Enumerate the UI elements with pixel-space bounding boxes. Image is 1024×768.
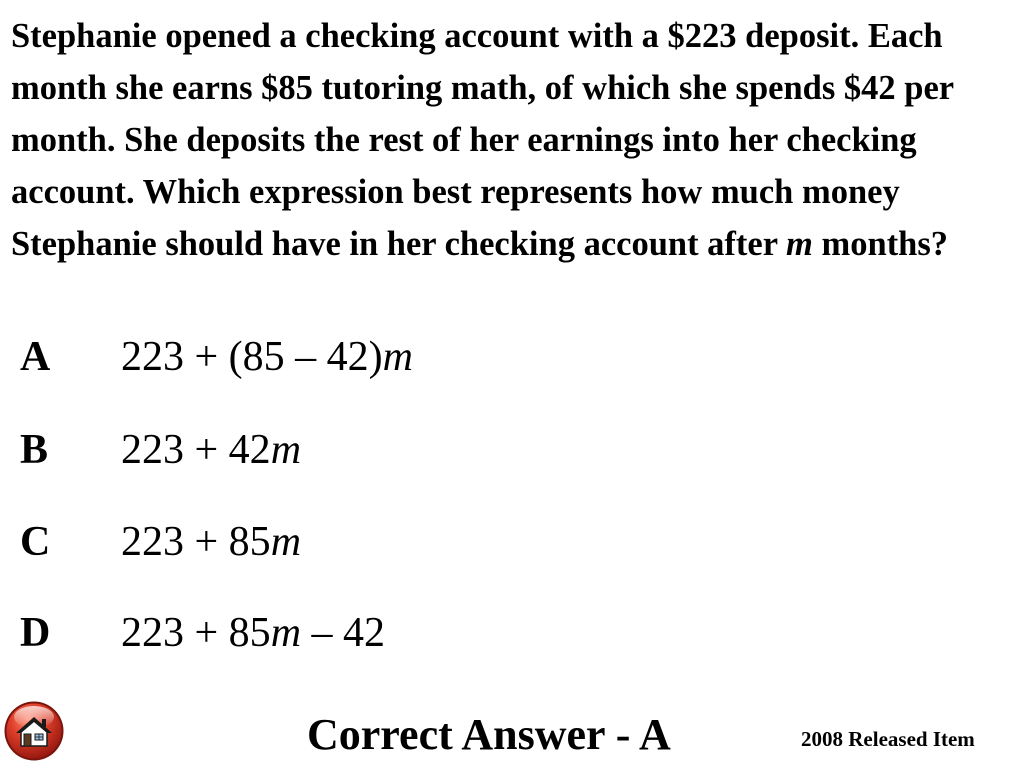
choice-expression: 223 + 42m [121,427,302,473]
choice-d[interactable] [0,603,700,663]
choice-expression: 223 + (85 – 42)m [121,334,414,380]
choice-letter: D [20,610,51,656]
choice-a[interactable] [0,327,700,387]
choice-letter: B [20,427,49,473]
choice-c[interactable] [0,512,700,572]
choice-b[interactable] [0,420,700,480]
choice-letter: A [20,334,51,380]
question-text [11,10,1016,270]
question-body: Stephanie opened a checking account with a $223 deposit. Each month she earns $85 tutoring math, of which she spends $42 per month. She deposits the rest of her earnings into her checking account. Which expression best represents how much money Stephanie should have in her checking account after [11,17,954,263]
home-icon [3,700,65,762]
choice-letter: C [20,519,51,565]
question-variable: m [786,225,813,263]
choice-expression: 223 + 85m [121,519,302,565]
correct-answer: Correct Answer - A [307,710,671,759]
released-item-label: 2008 Released Item [801,727,975,751]
question-end: months? [812,225,949,263]
choice-expression: 223 + 85m – 42 [121,610,386,656]
home-button[interactable] [3,700,65,762]
